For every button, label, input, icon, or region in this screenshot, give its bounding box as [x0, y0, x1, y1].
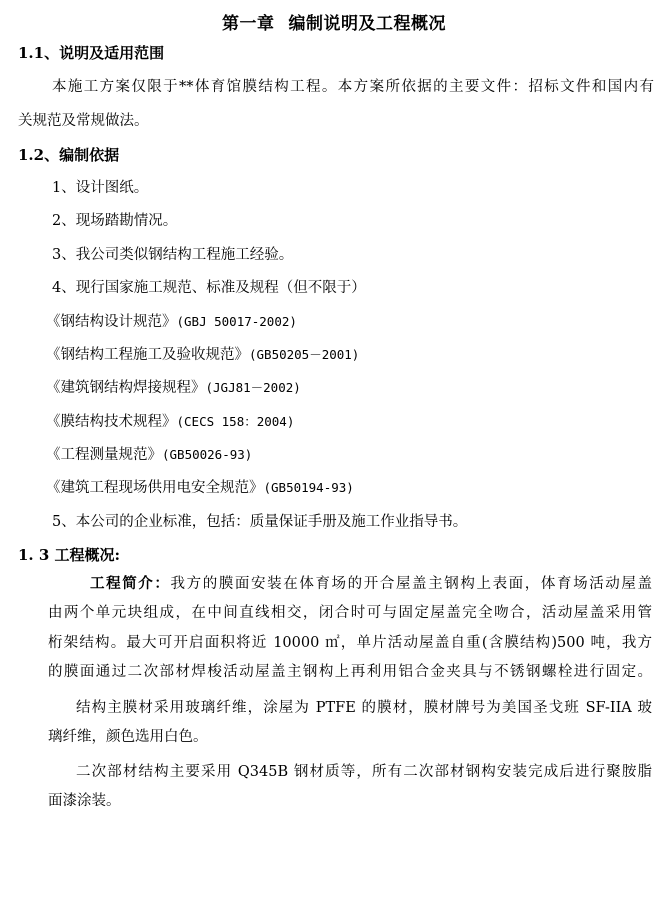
basis-item-1: 1、设计图纸。	[52, 180, 149, 196]
standard-name: 《钢结构工程施工及验收规范》	[46, 347, 249, 363]
standard-code: (GB50026-93)	[162, 447, 253, 462]
standard-code: (JGJ81－2002)	[205, 380, 301, 395]
chapter-name: 编制说明及工程概况	[288, 14, 446, 34]
standard-name: 《膜结构技术规程》	[46, 414, 177, 430]
section-1-3-heading: 1. 3 工程概况:	[18, 546, 121, 564]
standard-code: (GBJ 50017-2002)	[176, 314, 297, 329]
steel-paragraph-line-2: 面漆涂装。	[48, 793, 121, 809]
basis-item-2: 2、现场踏勘情况。	[52, 213, 178, 229]
standard-item	[46, 445, 252, 465]
standard-item	[46, 378, 301, 398]
overview-paragraph-line-1	[90, 574, 652, 594]
standard-name: 《工程测量规范》	[46, 447, 162, 463]
basis-item-5: 5、本公司的企业标准，包括：质量保证手册及施工作业指导书。	[52, 514, 468, 530]
steel-paragraph-line-1: 二次部材结构主要采用 Q345B 钢材质等，所有二次部材钢构安装完成后进行聚胺脂	[76, 764, 652, 780]
overview-paragraph-line-2: 由两个单元块组成，在中间直线相交，闭合时可与固定屋盖完全吻合，活动屋盖采用管	[48, 605, 652, 621]
overview-paragraph-line-4: 的膜面通过二次部材焊梭活动屋盖主钢构上再利用铝合金夹具与不锈钢螺栓进行固定。	[48, 664, 652, 680]
standard-item	[46, 478, 354, 498]
standard-code: (CECS 158：2004)	[176, 414, 295, 429]
section-1-1-heading: 1.1、说明及适用范围	[18, 44, 165, 62]
standard-name: 《钢结构设计规范》	[46, 314, 177, 330]
section-1-1-paragraph-line-1: 本施工方案仅限于**体育馆膜结构工程。本方案所依据的主要文件：招标文件和国内有	[52, 79, 654, 95]
standard-code: (GB50194-93)	[263, 480, 354, 495]
standard-item	[46, 345, 359, 365]
section-1-2-heading: 1.2、编制依据	[18, 146, 120, 164]
basis-item-4: 4、现行国家施工规范、标准及规程（但不限于）	[52, 280, 366, 296]
section-1-1-paragraph-line-2: 关规范及常规做法。	[18, 113, 149, 129]
basis-item-3: 3、我公司类似钢结构工程施工经验。	[52, 247, 294, 263]
overview-paragraph-line-3: 桁架结构。最大可开启面积将近 10000 ㎡，单片活动屋盖自重(含膜结构)500 吨，我方	[48, 635, 652, 651]
standard-item	[46, 412, 294, 432]
standard-item	[46, 312, 297, 332]
overview-text: 我方的膜面安装在体育场的开合屋盖主钢构上表面，体育场活动屋盖	[170, 576, 652, 592]
standard-name: 《建筑工程现场供用电安全规范》	[46, 480, 264, 496]
membrane-paragraph-line-1: 结构主膜材采用玻璃纤维，涂屋为 PTFE 的膜材，膜材牌号为美国圣戈班 SF-IIA 玻	[76, 700, 652, 716]
chapter-title	[0, 9, 668, 34]
chapter-number: 第一章	[222, 14, 275, 34]
standard-code: (GB50205－2001)	[249, 347, 360, 362]
membrane-paragraph-line-2: 璃纤维，颜色选用白色。	[48, 729, 208, 745]
project-intro-label: 工程简介：	[90, 575, 171, 592]
standard-name: 《建筑钢结构焊接规程》	[46, 380, 206, 396]
